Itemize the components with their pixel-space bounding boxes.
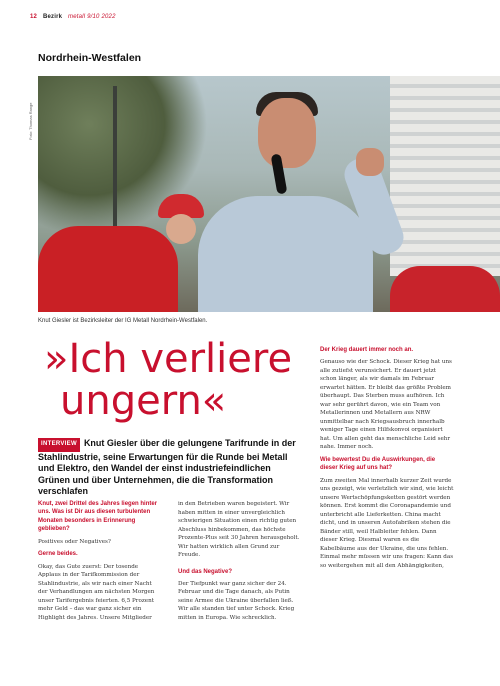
photo-credit: Foto: Thomas Range [28, 102, 33, 140]
photo-face [166, 214, 196, 244]
answer: Genauso wie der Schock. Dieser Krieg hat uns alle zutiefst verunsichert. Er dauert jetzt schon länger, als wir damals im Februar erwartet hätten. Er bleibt das größte Problem überhaupt. Das Sterben muss aufhören. Ich war sehr gerührt davon, wie ein Team von Metallerinnen und Metallern aus NRW unmittelbar nach Kriegsausbruch innerhalb weniger Tage einen Hilfskonvoi organisiert hat. Um allen geht das menschliche Leid sehr nahe. Immer noch. [320, 359, 452, 451]
question: Gerne beides. [38, 551, 78, 558]
photo-crowd-left [38, 226, 178, 312]
photo-speaker-head [258, 98, 316, 168]
question: Wie bewertest Du die Auswirkungen, die dieser Krieg auf uns hat? [320, 456, 436, 472]
article-headline [44, 338, 314, 422]
text-column-1 [38, 500, 162, 626]
answer: Okay, das Gute zuerst: Der tosende Applaus in der Tarifkommission der Stahlindustrie, als wir nach einer Nacht der Verhandlungen am nächsten Morgen unser Tarifergebnis feierten. 6,5 Prozent mehr Geld – das war ganz sicher ein Highlight des Jahres. Unsere Mitglieder [38, 563, 155, 621]
text-column-3 [320, 346, 454, 574]
headline-line-2: ungern« [60, 378, 227, 424]
photo-speaker-shirt [198, 196, 373, 312]
question: Knut, zwei Drittel des Jahres liegen hinter uns. Was ist Dir aus diesen turbulenten Monaten besonders in Erinnerung geblieben? [38, 501, 158, 533]
answer: Zum zweiten Mal innerhalb kurzer Zeit wurde uns gezeigt, wie verletzlich wir sind, wie leicht unsere Wertschöpfungsketten gestört werden können. Erst kommt die Coronapandemie und unterbricht alle Lieferketten. China macht dicht, und in unseren Autofabriken stehen die Bänder still, weil Halbleiter fehlen. Dann dieser Krieg. Diesmal waren es die Kabelbäume aus der Ukraine, die uns fehlen. Einmal mehr müssen wir uns fragen: Kann das so weitergehen mit all den Abhängigkeiten, [320, 477, 454, 569]
photo-caption: Knut Giesler ist Bezirksleiter der IG Metall Nordrhein-Westfalen. [38, 318, 208, 324]
interview-tag: INTERVIEW [38, 438, 80, 452]
section-label: Bezirk [42, 14, 63, 20]
photo-speaker-fist [356, 148, 384, 176]
question: Und das Negative? [178, 568, 233, 575]
answer: Der Tiefpunkt war ganz sicher der 24. Februar und die Tage danach, als Putin seine Armee die Ukraine überfallen ließ. Wir alle standen tief unter Schock. Krieg mitten in Europa. Wie schrecklich. [178, 580, 295, 621]
lead-text: Knut Giesler über die gelungene Tarifrunde in der Stahlindustrie, seine Erwartungen für die Runde bei Metall und Elektro, den Wandel der einst industriefeindlichen Grünen und über Unternehmen, die die Transformation verschlafen [38, 438, 296, 497]
page-number: 12 [30, 14, 38, 20]
photo-crowd-right [390, 266, 500, 312]
photo-building [390, 76, 500, 276]
page-header [30, 14, 116, 20]
answer: in den Betrieben waren begeistert. Wir haben mitten in einer unvergleichlich schwierigen Situation einen richtig guten Abschluss hinbekommen, das höchste Prozente-Plus seit 30 Jahren herausgeholt. Wir hatten wirklich allen Grund zur Freude. [178, 501, 300, 558]
text-column-2 [178, 500, 302, 626]
headline-line-1: »Ich verliere [44, 336, 293, 382]
question: Der Krieg dauert immer noch an. [320, 347, 414, 353]
region-title: Nordrhein-Westfalen [38, 52, 142, 64]
answer: Positives oder Negatives? [38, 538, 111, 545]
hero-photo [38, 76, 500, 312]
article-lead [38, 438, 302, 498]
issue-label: metall 9/10 2022 [68, 14, 116, 20]
